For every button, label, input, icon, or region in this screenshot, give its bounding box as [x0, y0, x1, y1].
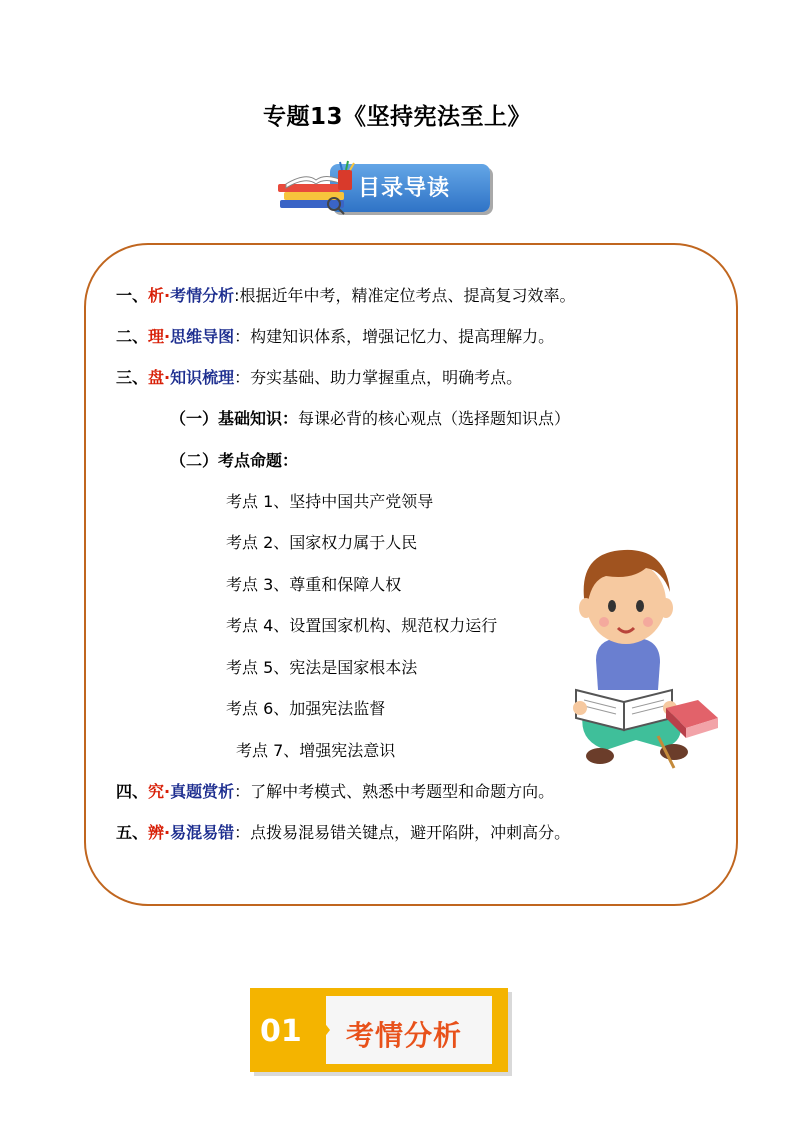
point-item-5: 考点 5、宪法是国家根本法	[226, 658, 418, 677]
toc-item-3: 三、盘·知识梳理：夯实基础、助力掌握重点，明确考点。	[116, 368, 523, 387]
point-item-3: 考点 3、尊重和保障人权	[226, 575, 402, 594]
chevron-right-icon	[316, 1012, 332, 1048]
point-item-7: 考点 7、增强宪法意识	[236, 741, 396, 760]
reading-child-illustration	[566, 540, 726, 775]
toc-item-5: 五、辨·易混易错：点拨易混易错关键点，避开陷阱，冲刺高分。	[116, 823, 571, 842]
toc-item-2: 二、理·思维导图：构建知识体系，增强记忆力、提高理解力。	[116, 327, 555, 346]
section-number: 01	[260, 1014, 302, 1049]
subsection-points: （二）考点命题：	[170, 451, 299, 470]
page-title: 专题13《坚持宪法至上》	[262, 104, 531, 130]
point-item-6: 考点 6、加强宪法监督	[226, 699, 386, 718]
toc-item-1: 一、析·考情分析:根据近年中考，精准定位考点、提高复习效率。	[116, 286, 576, 305]
point-item-2: 考点 2、国家权力属于人民	[226, 533, 418, 552]
point-item-4: 考点 4、设置国家机构、规范权力运行	[226, 616, 498, 635]
books-icon	[276, 160, 366, 216]
point-item-1: 考点 1、坚持中国共产党领导	[226, 492, 434, 511]
section-label: 考情分析	[346, 1019, 463, 1052]
subsection-basic: （一）基础知识：每课必背的核心观点（选择题知识点）	[170, 409, 571, 428]
toc-banner-label: 目录导读	[358, 176, 451, 201]
toc-banner	[276, 160, 494, 216]
section-banner	[250, 988, 512, 1076]
toc-item-4: 四、究·真题赏析：了解中考模式、熟悉中考题型和命题方向。	[116, 782, 555, 801]
